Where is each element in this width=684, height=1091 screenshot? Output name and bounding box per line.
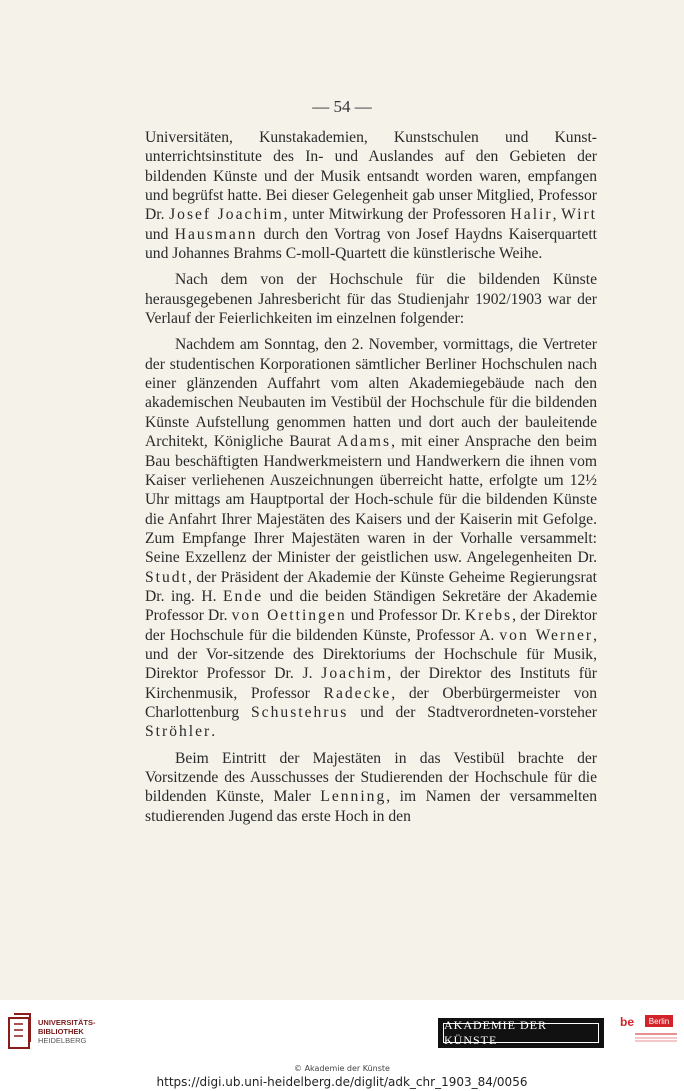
spaced-name: Radecke xyxy=(323,684,392,702)
spaced-name: Ströhler xyxy=(145,723,212,741)
adk-label: AKADEMIE DER KÜNSTE xyxy=(443,1023,599,1043)
akademie-der-kuenste-logo[interactable] xyxy=(438,1018,604,1048)
paragraph xyxy=(145,128,597,263)
text-run: Nach dem von der Hochschule für die bildenden Künste herausgegebenen Jahresbericht für das Studienjahr 1902/1903 war der Verlauf der Feierlichkeiten im einzelnen folgender: xyxy=(145,271,597,328)
university-library-logo-icon[interactable] xyxy=(8,1012,33,1050)
text-run: , xyxy=(552,206,562,224)
spaced-name: Wirt xyxy=(561,206,598,224)
spaced-name: Hausmann xyxy=(174,225,258,243)
spaced-name: Schustehrus xyxy=(251,703,349,721)
be-mark: be xyxy=(620,1015,635,1029)
page-number: — 54 — xyxy=(312,97,372,116)
source-url-link[interactable]: https://digi.ub.uni-heidelberg.de/diglit/adk_chr_1903_84/0056 xyxy=(156,1075,528,1089)
text-run: und die beiden Ständigen Sekretäre der Akademie Professor Dr. xyxy=(145,587,598,625)
text-run: , der Präsident der Akademie der Künste Geheime Regierungsrat Dr. ing. H. xyxy=(145,568,597,605)
library-line-1: UNIVERSITÄTS- xyxy=(38,1018,96,1027)
text-run: , der Oberbürgermeister von Charlottenburg xyxy=(145,684,597,721)
senate-line-icon xyxy=(635,1032,677,1044)
text-run: , und der Vor-sitzende des Direktoriums der Hochschule für Musik, Direktor Professor Dr. J. xyxy=(145,626,597,683)
spaced-name: Halir xyxy=(510,206,553,224)
text-run: , unter Mitwirkung der Professoren xyxy=(283,206,511,224)
text-run: Beim Eintritt der Majestäten in das Vestibül brachte der Vorsitzende des Ausschusses der Studierenden der Hochschule für die bildenden Künste, Maler xyxy=(145,749,597,806)
library-line-2: BIBLIOTHEK xyxy=(38,1027,84,1036)
paragraph xyxy=(145,270,597,328)
berlin-mark: Berlin xyxy=(645,1015,673,1027)
spaced-name: Adams xyxy=(336,433,392,451)
text-run: und Professor Dr. xyxy=(346,607,465,625)
body-text xyxy=(145,128,597,826)
spaced-name: Lenning xyxy=(320,788,387,806)
text-run: und xyxy=(145,225,175,243)
spaced-name: Joachim xyxy=(321,665,388,683)
spaced-name: Studt xyxy=(145,568,188,586)
text-run: Nachdem am Sonntag, den 2. November, vormittags, die Vertreter der studentischen Korporationen sämtlicher Berliner Hochschulen nach einer glänzenden Auffahrt vom alten Akademiegebäude nach den akademischen Neubauten im Vestibül der Hochschule für die bildenden Künste Aufstellung genommen hatten und dort auch der bauleitende Architekt, Königliche Baurat xyxy=(145,336,597,451)
spaced-name: von Oettingen xyxy=(231,607,347,625)
text-run: , der Direktor der Hochschule für die bildenden Künste, Professor A. xyxy=(145,607,597,644)
text-run: , der Direktor des Instituts für Kirchenmusik, Professor xyxy=(145,665,597,702)
text-run: und der Stadtverordneten-vorsteher xyxy=(348,703,598,721)
text-run: Universitäten, Kunstakademien, Kunstschulen und Kunst-unterrichtsinstitute des In- und Auslandes auf den Gebieten der bildenden Künste und der Musik entsandt worden waren, empfangen und begrüfst hatte. Bei dieser Gelegenheit gab unser Mitglied, Professor Dr. xyxy=(145,129,597,224)
paragraph xyxy=(145,749,597,826)
paragraph xyxy=(145,335,597,741)
text-run: . xyxy=(211,723,216,741)
spaced-name: Ende xyxy=(223,587,264,605)
university-library-name[interactable] xyxy=(38,1018,96,1045)
spaced-name: Krebs xyxy=(464,607,513,625)
text-run: , im Namen der versammelten studierenden Jugend das erste Hoch in den xyxy=(145,788,598,825)
copyright-notice: © Akademie der Künste xyxy=(294,1064,390,1073)
library-line-3: HEIDELBERG xyxy=(38,1036,87,1045)
spaced-name: von Werner xyxy=(499,626,594,644)
text-run: durch den Vortrag von Josef Haydns Kaiserquartett und Johannes Brahms C-moll-Quartett die künstlerische Weihe. xyxy=(145,225,597,263)
spaced-name: Josef Joachim xyxy=(169,206,284,224)
text-run: , mit einer Ansprache den beim Bau beschäftigten Handwerkmeistern und Handwerkern die ihnen vom Kaiser verliehenen Auszeichnungen überreicht hatte, erfolgte um 12½ Uhr mittags am Hauptportal der Hoch-schule für die bildenden Künste die Anfahrt Ihrer Majestäten des Kaisers und der Kaiserin mit Gefolge. Zum Empfange Ihrer Majestäten waren in der Vorhalle versammelt: Seine Exzellenz der Minister der geistlichen usw. Angelegenheiten Dr. xyxy=(145,433,597,567)
